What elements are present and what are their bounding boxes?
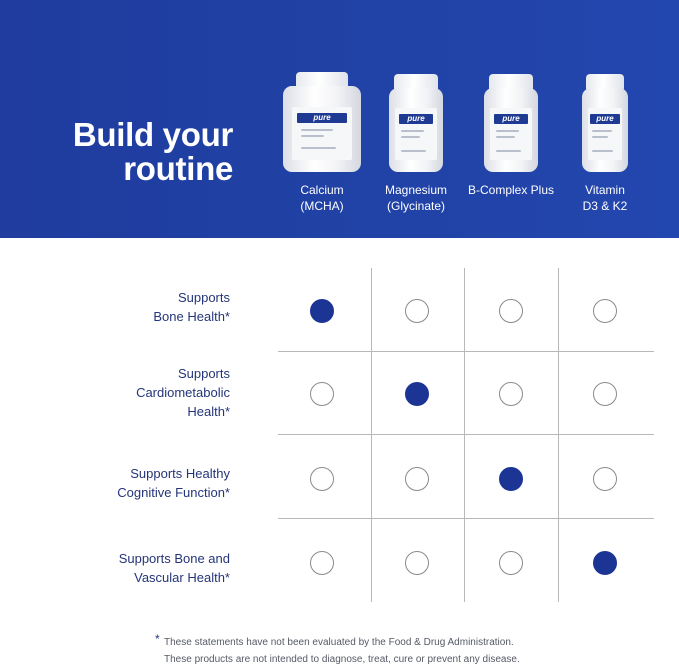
disclaimer [155, 632, 520, 665]
calcium-bottle-image [283, 72, 361, 172]
disclaimer-line-1: These statements have not been evaluated by the Food & Drug Administration. [164, 637, 514, 648]
vitamin-bottle-image [582, 74, 628, 172]
empty-indicator-dot [499, 299, 523, 323]
selected-indicator-dot [593, 551, 617, 575]
brand-logo: pure [494, 114, 529, 124]
empty-indicator-dot [499, 382, 523, 406]
benefit-label-bone-health: Supports Bone Health* [153, 290, 230, 324]
empty-indicator-dot [405, 299, 429, 323]
selected-indicator-dot [405, 382, 429, 406]
product-name: Magnesium (Glycinate) [384, 183, 448, 213]
brand-logo: pure [297, 113, 347, 123]
grid-divider [278, 434, 654, 435]
empty-indicator-dot [405, 551, 429, 575]
hero-banner [0, 0, 679, 238]
empty-indicator-dot [593, 467, 617, 491]
product-name: B-Complex Plus [467, 183, 555, 197]
selected-indicator-dot [499, 467, 523, 491]
empty-indicator-dot [310, 467, 334, 491]
grid-divider [278, 518, 654, 519]
selected-indicator-dot [310, 299, 334, 323]
disclaimer-line-2: These products are not intended to diagnose, treat, cure or prevent any disease. [164, 654, 520, 665]
brand-logo: pure [399, 114, 434, 124]
benefit-label-vascular: Supports Bone and Vascular Health* [118, 551, 230, 585]
grid-divider [371, 268, 372, 602]
headline [73, 118, 233, 186]
empty-indicator-dot [499, 551, 523, 575]
grid-divider [558, 268, 559, 602]
benefit-label-cognitive: Supports Healthy Cognitive Function* [117, 466, 230, 500]
empty-indicator-dot [310, 382, 334, 406]
b-complex-bottle-image [484, 74, 538, 172]
asterisk: * [155, 632, 160, 646]
product-name: Calcium (MCHA) [300, 183, 344, 213]
empty-indicator-dot [593, 299, 617, 323]
grid-divider [278, 351, 654, 352]
brand-logo: pure [590, 114, 619, 124]
grid-divider [464, 268, 465, 602]
empty-indicator-dot [593, 382, 617, 406]
headline-line-1: Build your [72, 116, 233, 153]
magnesium-bottle-image [389, 74, 443, 172]
product-name: Vitamin D3 & K2 [582, 183, 628, 213]
headline-line-2: routine [123, 150, 233, 187]
benefit-label-cardiometabolic: Supports Cardiometabolic Health* [136, 366, 230, 419]
empty-indicator-dot [310, 551, 334, 575]
empty-indicator-dot [405, 467, 429, 491]
